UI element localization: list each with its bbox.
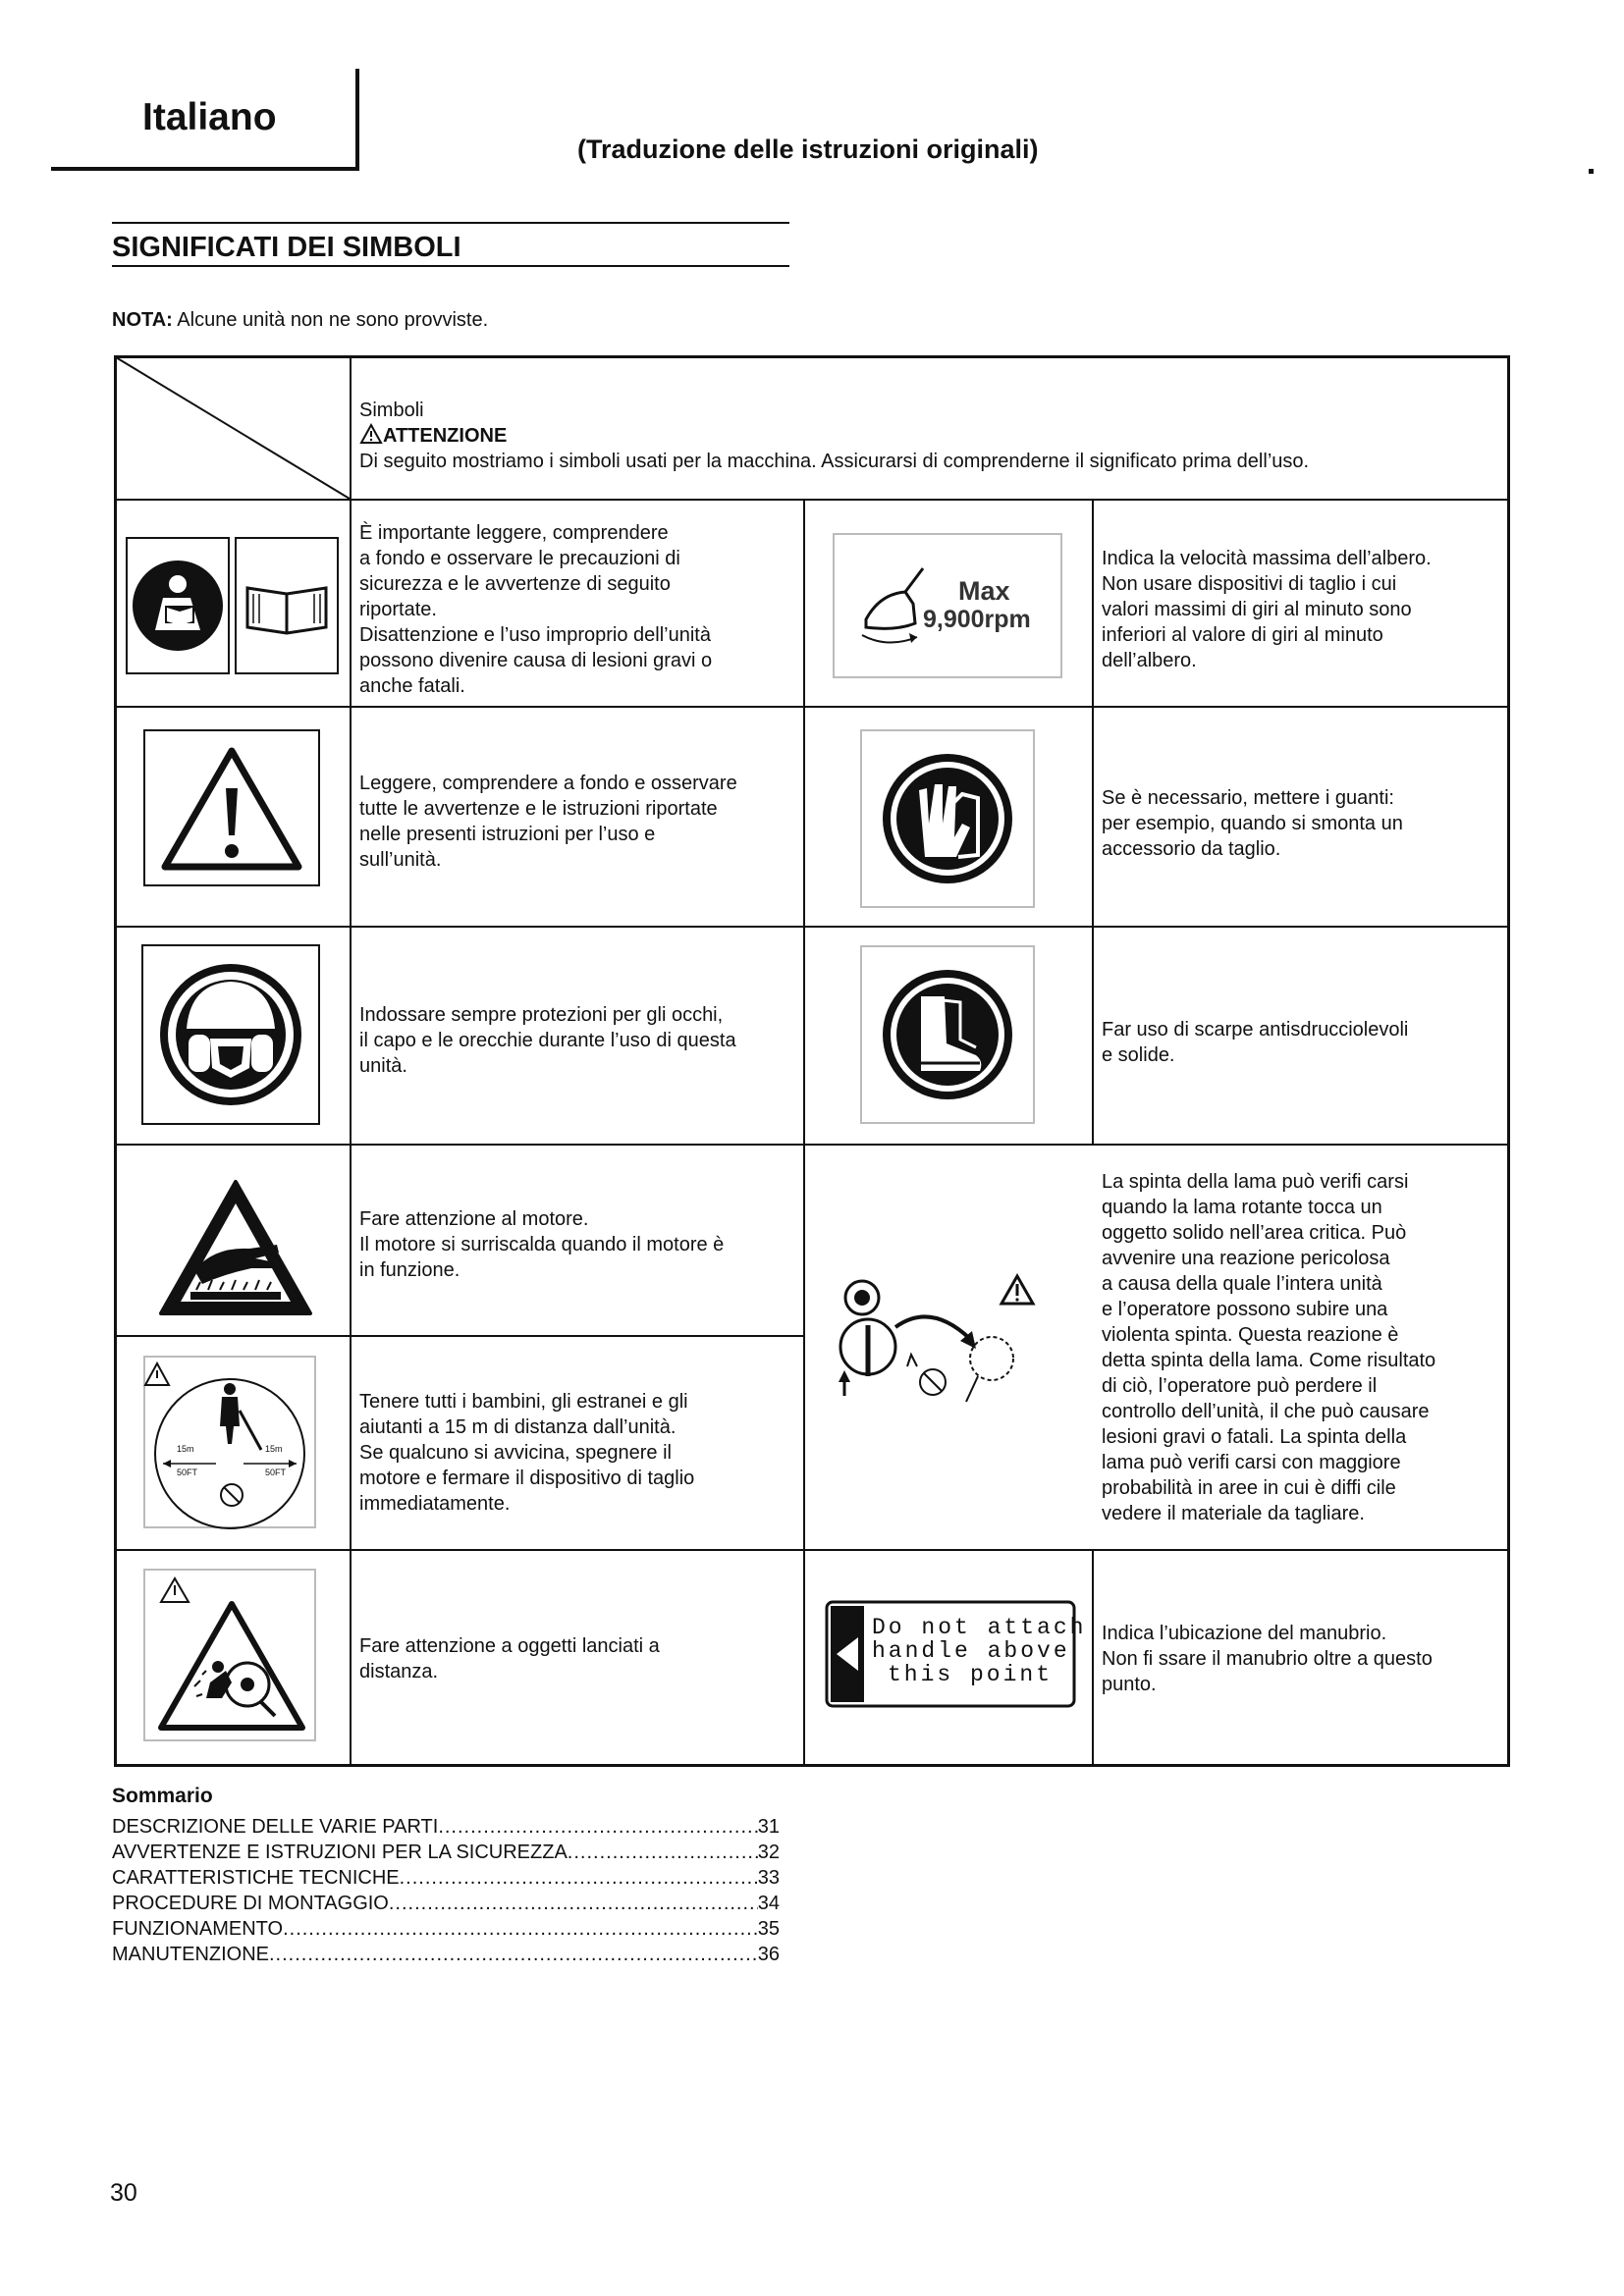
max-speed-symbol <box>833 533 1064 680</box>
table-rule <box>803 499 805 1767</box>
blade-thrust-symbol <box>823 1268 1049 1435</box>
handle-sticker <box>825 1600 1087 1708</box>
thrown-objects-symbol <box>143 1569 318 1743</box>
toc-item[interactable]: MANUTENZIONE ..... 36 <box>112 1942 780 1967</box>
boots-symbol <box>860 945 1037 1126</box>
distance-label-ft-right: 50FT <box>265 1468 287 1477</box>
toc-title: Sommario <box>112 1785 213 1807</box>
table-rule <box>1092 1549 1094 1767</box>
protection-symbol <box>141 944 322 1127</box>
toc-item[interactable]: PROCEDURE DI MONTAGGIO ..... 34 <box>112 1891 780 1916</box>
translation-subtitle: (Traduzione delle istruzioni originali) <box>577 134 1039 164</box>
distance-label-ft: 50FT <box>177 1468 198 1477</box>
table-rule <box>114 926 1510 928</box>
toc-item[interactable]: FUNZIONAMENTO ..... 35 <box>112 1916 780 1942</box>
symbols-heading: Simboli <box>359 400 424 421</box>
distance-text: Tenere tutti i bambini, gli estranei e gli aiutanti a 15 m di distanza dall’unità. Se qualcuno si avvicina, spegnere il motore e fermare il dispositivo di taglio immediatamente. <box>359 1391 695 1515</box>
distance-symbol <box>143 1356 318 1530</box>
warning-symbol <box>143 729 322 888</box>
warnings-text: Leggere, comprendere a fondo e osservare tutte le avvertenze e le istruzioni riportate nelle presenti istruzioni per l’uso e sull’unità. <box>359 773 737 871</box>
toc-item[interactable]: CARATTERISTICHE TECNICHE ..... 33 <box>112 1865 780 1891</box>
gloves-symbol <box>860 729 1037 910</box>
table-header <box>359 398 1309 474</box>
handle-sticker-text: Do not attach handle above this point <box>872 1615 1087 1687</box>
table-rule <box>114 1335 803 1337</box>
section-title <box>112 222 789 267</box>
read-manual-symbol <box>126 537 342 674</box>
table-of-contents <box>112 1814 780 1967</box>
table-rule <box>114 1549 1510 1551</box>
distance-label-m-right: 15m <box>265 1444 283 1454</box>
hot-engine-symbol <box>155 1176 316 1321</box>
warning-triangle-icon <box>359 423 383 445</box>
hot-engine-text: Fare attenzione al motore. Il motore si surriscalda quando il motore è in funzione. <box>359 1208 725 1281</box>
table-intro: Di seguito mostriamo i simboli usati per la macchina. Assicurarsi di comprenderne il significato prima dell’uso. <box>359 451 1310 472</box>
note-label: NOTA: <box>112 309 173 331</box>
language-tab <box>51 69 359 171</box>
note-text: Alcune unità non ne sono provviste. <box>177 309 489 331</box>
header-diagonal <box>114 355 352 501</box>
language-label: Italiano <box>142 96 277 138</box>
page-number: 30 <box>110 2179 137 2207</box>
table-rule <box>1092 499 1094 1144</box>
thrown-objects-text: Fare attenzione a oggetti lanciati a distanza. <box>359 1635 660 1682</box>
gloves-text: Se è necessario, mettere i guanti: per esempio, quando si smonta un accessorio da taglio. <box>1102 787 1403 860</box>
max-rpm-value: 9,900rpm <box>923 606 1031 633</box>
max-label: Max <box>958 576 1010 606</box>
distance-label-m: 15m <box>177 1444 194 1454</box>
handle-text: Indica l’ubicazione del manubrio. Non fi ssare il manubrio oltre a questo punto. <box>1102 1623 1433 1695</box>
max-speed-text: Indica la velocità massima dell’albero. Non usare dispositivi di taglio i cui valori massimi di giri al minuto sono inferiori al valore di giri al minuto dell’albero. <box>1102 548 1432 671</box>
margin-dot <box>1589 169 1594 174</box>
read-manual-text: È importante leggere, comprendere a fondo e osservare le precauzioni di sicurezza e le avvertenze di seguito riportate. Disattenzione e l’uso improprio dell’unità possono divenire causa di lesioni gravi o anche fatali. <box>359 522 713 697</box>
warning-heading: ATTENZIONE <box>359 423 1309 449</box>
note <box>112 309 488 332</box>
toc-item[interactable]: AVVERTENZE E ISTRUZIONI PER LA SICUREZZA ..... 32 <box>112 1840 780 1865</box>
boots-text: Far uso di scarpe antisdrucciolevoli e solide. <box>1102 1019 1409 1066</box>
table-rule <box>114 706 1510 708</box>
toc-item[interactable]: DESCRIZIONE DELLE VARIE PARTI ..... 31 <box>112 1814 780 1840</box>
protection-text: Indossare sempre protezioni per gli occhi, il capo e le orecchie durante l’uso di questa unità. <box>359 1004 736 1077</box>
table-rule <box>350 355 352 1767</box>
blade-thrust-text: La spinta della lama può verifi carsi quando la lama rotante tocca un oggetto solido nell’area critica. Può avvenire una reazione pericolosa a causa della quale l’intera unità e l’operatore possono subire una violenta spinta. Questa reazione è detta spinta della lama. Come risultato di ciò, l’operatore può perdere il controllo dell’unità, il che può causare lesioni gravi o fatali. La spinta della lama può verifi carsi con maggiore probabilità in aree in cui è diffi cile vedere il materiale da tagliare. <box>1102 1171 1436 1524</box>
table-rule <box>114 1144 1510 1146</box>
section-title-text: SIGNIFICATI DEI SIMBOLI <box>112 232 461 263</box>
